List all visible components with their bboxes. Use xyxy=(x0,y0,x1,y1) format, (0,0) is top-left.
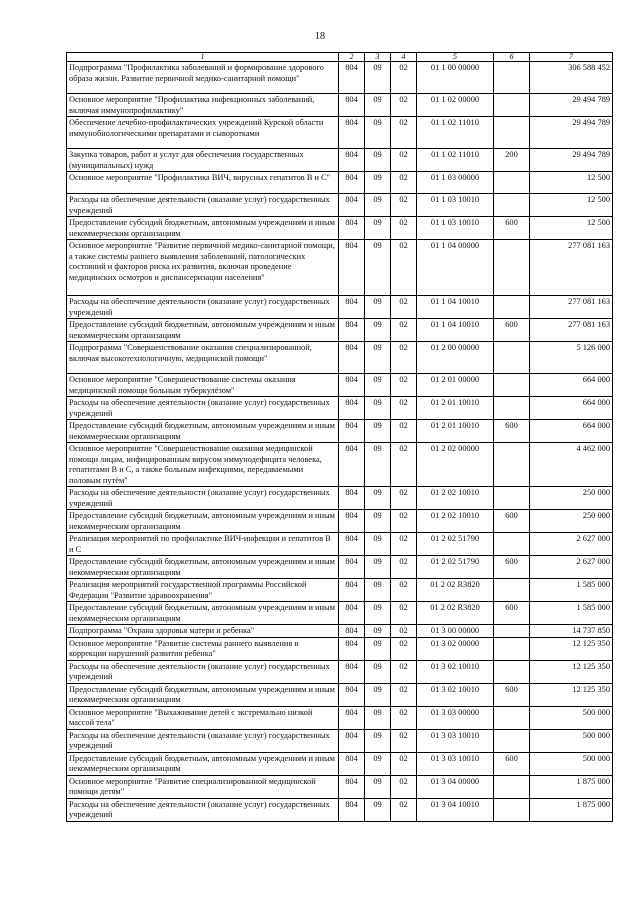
row-target-article-code: 01 2 01 00000 xyxy=(417,374,494,397)
row-section-code: 09 xyxy=(365,533,391,556)
row-amount: 12 125 350 xyxy=(530,683,613,706)
row-subsection-code: 02 xyxy=(391,706,417,729)
row-target-article-code: 01 3 02 10010 xyxy=(417,683,494,706)
table-row xyxy=(67,240,613,296)
row-subsection-code: 02 xyxy=(391,752,417,775)
row-subsection-code: 02 xyxy=(391,443,417,487)
row-target-article-code: 01 3 03 10010 xyxy=(417,729,494,752)
row-amount: 500 000 xyxy=(530,706,613,729)
row-grbs-code: 804 xyxy=(339,775,365,798)
row-name: Расходы на обеспечение деятельности (оказание услуг) государственных учреждений xyxy=(67,487,339,510)
row-grbs-code: 804 xyxy=(339,579,365,602)
column-number: 5 xyxy=(417,53,494,62)
row-subsection-code: 02 xyxy=(391,775,417,798)
row-section-code: 09 xyxy=(365,94,391,117)
row-grbs-code: 804 xyxy=(339,296,365,319)
table-row xyxy=(67,319,613,342)
row-grbs-code: 804 xyxy=(339,798,365,821)
row-section-code: 09 xyxy=(365,579,391,602)
row-target-article-code: 01 3 04 00000 xyxy=(417,775,494,798)
row-amount: 2 627 000 xyxy=(530,556,613,579)
row-expense-type-code xyxy=(494,637,530,660)
row-amount: 12 500 xyxy=(530,194,613,217)
row-amount: 2 627 000 xyxy=(530,533,613,556)
row-subsection-code: 02 xyxy=(391,397,417,420)
row-grbs-code: 804 xyxy=(339,217,365,240)
row-section-code: 09 xyxy=(365,602,391,625)
table-row xyxy=(67,296,613,319)
table-row xyxy=(67,625,613,638)
row-section-code: 09 xyxy=(365,660,391,683)
row-section-code: 09 xyxy=(365,729,391,752)
row-name: Основное мероприятие "Развитие системы раннего выявления и коррекции нарушений развития ребенка" xyxy=(67,637,339,660)
row-subsection-code: 02 xyxy=(391,420,417,443)
row-section-code: 09 xyxy=(365,342,391,374)
row-expense-type-code xyxy=(494,94,530,117)
row-grbs-code: 804 xyxy=(339,625,365,638)
budget-table-body xyxy=(67,53,613,822)
row-amount: 664 000 xyxy=(530,374,613,397)
row-subsection-code: 02 xyxy=(391,556,417,579)
row-subsection-code: 02 xyxy=(391,637,417,660)
row-amount: 1 875 000 xyxy=(530,775,613,798)
row-target-article-code: 01 3 02 00000 xyxy=(417,637,494,660)
row-target-article-code: 01 1 03 00000 xyxy=(417,172,494,194)
row-subsection-code: 02 xyxy=(391,296,417,319)
row-subsection-code: 02 xyxy=(391,683,417,706)
row-grbs-code: 804 xyxy=(339,729,365,752)
row-section-code: 09 xyxy=(365,397,391,420)
row-subsection-code: 02 xyxy=(391,798,417,821)
row-section-code: 09 xyxy=(365,240,391,296)
row-grbs-code: 804 xyxy=(339,487,365,510)
row-subsection-code: 02 xyxy=(391,172,417,194)
row-amount: 12 125 350 xyxy=(530,660,613,683)
row-expense-type-code: 600 xyxy=(494,319,530,342)
column-number: 7 xyxy=(530,53,613,62)
row-amount: 12 125 350 xyxy=(530,637,613,660)
row-expense-type-code xyxy=(494,374,530,397)
row-grbs-code: 804 xyxy=(339,510,365,533)
row-amount: 277 081 163 xyxy=(530,296,613,319)
row-name: Основное мероприятие "Профилактика ВИЧ, вирусных гепатитов В и С" xyxy=(67,172,339,194)
table-row xyxy=(67,443,613,487)
row-subsection-code: 02 xyxy=(391,602,417,625)
row-expense-type-code: 600 xyxy=(494,556,530,579)
row-subsection-code: 02 xyxy=(391,487,417,510)
row-expense-type-code xyxy=(494,625,530,638)
row-amount: 277 081 163 xyxy=(530,240,613,296)
row-expense-type-code xyxy=(494,296,530,319)
table-row xyxy=(67,172,613,194)
row-expense-type-code xyxy=(494,487,530,510)
row-target-article-code: 01 3 04 10010 xyxy=(417,798,494,821)
row-name: Предоставление субсидий бюджетным, автономным учреждениям и иным некоммерческим организациям xyxy=(67,217,339,240)
row-target-article-code: 01 1 03 10010 xyxy=(417,194,494,217)
row-name: Предоставление субсидий бюджетным, автономным учреждениям и иным некоммерческим организациям xyxy=(67,556,339,579)
row-section-code: 09 xyxy=(365,194,391,217)
row-expense-type-code: 200 xyxy=(494,149,530,172)
row-target-article-code: 01 3 03 00000 xyxy=(417,706,494,729)
table-row xyxy=(67,637,613,660)
row-section-code: 09 xyxy=(365,775,391,798)
row-grbs-code: 804 xyxy=(339,556,365,579)
budget-table xyxy=(66,52,613,822)
row-name: Подпрограмма "Профилактика заболеваний и формирование здорового образа жизни. Развитие первичной медико-санитарной помощи" xyxy=(67,62,339,94)
row-name: Расходы на обеспечение деятельности (оказание услуг) государственных учреждений xyxy=(67,660,339,683)
row-amount: 29 494 789 xyxy=(530,117,613,149)
table-row xyxy=(67,775,613,798)
row-amount: 250 000 xyxy=(530,487,613,510)
row-expense-type-code xyxy=(494,172,530,194)
row-amount: 29 494 789 xyxy=(530,149,613,172)
column-number: 3 xyxy=(365,53,391,62)
row-name: Предоставление субсидий бюджетным, автономным учреждениям и иным некоммерческим организациям xyxy=(67,420,339,443)
row-expense-type-code: 600 xyxy=(494,752,530,775)
table-row xyxy=(67,342,613,374)
table-row xyxy=(67,752,613,775)
row-name: Основное мероприятие "Совершенствование системы оказания медицинской помощи больным туберкулёзом" xyxy=(67,374,339,397)
row-subsection-code: 02 xyxy=(391,374,417,397)
row-amount: 1 585 000 xyxy=(530,579,613,602)
row-subsection-code: 02 xyxy=(391,240,417,296)
row-name: Основное мероприятие "Профилактика инфекционных заболеваний, включая иммунопрофилактику" xyxy=(67,94,339,117)
row-target-article-code: 01 1 02 11010 xyxy=(417,149,494,172)
row-subsection-code: 02 xyxy=(391,217,417,240)
row-amount: 500 000 xyxy=(530,752,613,775)
row-target-article-code: 01 2 02 R3820 xyxy=(417,579,494,602)
row-section-code: 09 xyxy=(365,149,391,172)
row-name: Предоставление субсидий бюджетным, автономным учреждениям и иным некоммерческим организациям xyxy=(67,752,339,775)
table-row xyxy=(67,374,613,397)
row-section-code: 09 xyxy=(365,172,391,194)
row-target-article-code: 01 1 02 00000 xyxy=(417,94,494,117)
row-section-code: 09 xyxy=(365,556,391,579)
row-name: Расходы на обеспечение деятельности (оказание услуг) государственных учреждений xyxy=(67,397,339,420)
row-grbs-code: 804 xyxy=(339,194,365,217)
row-expense-type-code xyxy=(494,579,530,602)
row-grbs-code: 804 xyxy=(339,342,365,374)
row-grbs-code: 804 xyxy=(339,397,365,420)
row-grbs-code: 804 xyxy=(339,94,365,117)
row-amount: 14 737 850 xyxy=(530,625,613,638)
row-grbs-code: 804 xyxy=(339,706,365,729)
row-expense-type-code xyxy=(494,397,530,420)
row-section-code: 09 xyxy=(365,637,391,660)
row-section-code: 09 xyxy=(365,443,391,487)
row-expense-type-code: 600 xyxy=(494,602,530,625)
row-name: Предоставление субсидий бюджетным, автономным учреждениям и иным некоммерческим организациям xyxy=(67,510,339,533)
row-amount: 500 000 xyxy=(530,729,613,752)
row-subsection-code: 02 xyxy=(391,729,417,752)
table-row xyxy=(67,149,613,172)
row-expense-type-code xyxy=(494,775,530,798)
row-amount: 250 000 xyxy=(530,510,613,533)
row-name: Подпрограмма "Охрана здоровья матери и ребенка" xyxy=(67,625,339,638)
row-amount: 5 126 000 xyxy=(530,342,613,374)
row-expense-type-code xyxy=(494,729,530,752)
row-target-article-code: 01 2 01 10010 xyxy=(417,420,494,443)
row-amount: 1 585 000 xyxy=(530,602,613,625)
row-subsection-code: 02 xyxy=(391,319,417,342)
row-target-article-code: 01 1 04 10010 xyxy=(417,296,494,319)
column-number: 1 xyxy=(67,53,339,62)
row-expense-type-code: 600 xyxy=(494,510,530,533)
row-subsection-code: 02 xyxy=(391,660,417,683)
row-target-article-code: 01 1 03 10010 xyxy=(417,217,494,240)
page-number: 18 xyxy=(315,31,325,42)
table-row xyxy=(67,62,613,94)
row-grbs-code: 804 xyxy=(339,374,365,397)
row-expense-type-code xyxy=(494,342,530,374)
row-amount: 12 500 xyxy=(530,217,613,240)
table-row xyxy=(67,487,613,510)
row-target-article-code: 01 2 00 00000 xyxy=(417,342,494,374)
row-name: Расходы на обеспечение деятельности (оказание услуг) государственных учреждений xyxy=(67,798,339,821)
row-section-code: 09 xyxy=(365,420,391,443)
row-expense-type-code xyxy=(494,443,530,487)
row-target-article-code: 01 3 02 10010 xyxy=(417,660,494,683)
row-expense-type-code xyxy=(494,194,530,217)
row-expense-type-code: 600 xyxy=(494,217,530,240)
row-subsection-code: 02 xyxy=(391,194,417,217)
table-row xyxy=(67,706,613,729)
table-row xyxy=(67,602,613,625)
column-number-row xyxy=(67,53,613,62)
row-grbs-code: 804 xyxy=(339,602,365,625)
row-name: Расходы на обеспечение деятельности (оказание услуг) государственных учреждений xyxy=(67,296,339,319)
row-expense-type-code xyxy=(494,660,530,683)
row-target-article-code: 01 2 01 10010 xyxy=(417,397,494,420)
row-expense-type-code xyxy=(494,62,530,94)
row-amount: 277 081 163 xyxy=(530,319,613,342)
row-amount: 664 000 xyxy=(530,420,613,443)
row-grbs-code: 804 xyxy=(339,172,365,194)
table-row xyxy=(67,510,613,533)
row-target-article-code: 01 1 00 00000 xyxy=(417,62,494,94)
row-subsection-code: 02 xyxy=(391,149,417,172)
row-target-article-code: 01 2 02 51790 xyxy=(417,533,494,556)
row-section-code: 09 xyxy=(365,798,391,821)
row-grbs-code: 804 xyxy=(339,319,365,342)
row-grbs-code: 804 xyxy=(339,443,365,487)
row-name: Реализация мероприятий государственной программы Российской Федерации "Развитие здравоохранения" xyxy=(67,579,339,602)
row-grbs-code: 804 xyxy=(339,683,365,706)
row-name: Обеспечение лечебно-профилактических учреждений Курской области иммунобиологическими препаратами и сыворотками xyxy=(67,117,339,149)
row-name: Основное мероприятие "Выхаживание детей с экстремально низкой массой тела" xyxy=(67,706,339,729)
row-section-code: 09 xyxy=(365,62,391,94)
row-subsection-code: 02 xyxy=(391,94,417,117)
table-row xyxy=(67,533,613,556)
row-name: Подпрограмма "Совершенствование оказания специализированной, включая высокотехнологичную, медицинской помощи" xyxy=(67,342,339,374)
table-row xyxy=(67,420,613,443)
row-grbs-code: 804 xyxy=(339,420,365,443)
row-section-code: 09 xyxy=(365,487,391,510)
row-expense-type-code xyxy=(494,117,530,149)
row-amount: 306 588 452 xyxy=(530,62,613,94)
row-amount: 1 875 000 xyxy=(530,798,613,821)
row-subsection-code: 02 xyxy=(391,579,417,602)
row-section-code: 09 xyxy=(365,217,391,240)
table-row xyxy=(67,798,613,821)
row-grbs-code: 804 xyxy=(339,660,365,683)
row-amount: 12 500 xyxy=(530,172,613,194)
row-subsection-code: 02 xyxy=(391,625,417,638)
row-name: Основное мероприятие "Развитие первичной медико-санитарной помощи, а также системы раннего выявления заболеваний, патологических состояний и факторов риска их развития, включая проведение медицинских осмотров и диспансеризации населения" xyxy=(67,240,339,296)
row-name: Реализация мероприятий по профилактике ВИЧ-инфекции и гепатитов В и С xyxy=(67,533,339,556)
row-section-code: 09 xyxy=(365,510,391,533)
row-grbs-code: 804 xyxy=(339,533,365,556)
table-row xyxy=(67,194,613,217)
table-row xyxy=(67,397,613,420)
row-subsection-code: 02 xyxy=(391,342,417,374)
row-section-code: 09 xyxy=(365,683,391,706)
row-amount: 664 000 xyxy=(530,397,613,420)
row-expense-type-code xyxy=(494,240,530,296)
row-name: Предоставление субсидий бюджетным, автономным учреждениям и иным некоммерческим организациям xyxy=(67,683,339,706)
column-number: 2 xyxy=(339,53,365,62)
row-section-code: 09 xyxy=(365,752,391,775)
row-section-code: 09 xyxy=(365,319,391,342)
row-subsection-code: 02 xyxy=(391,117,417,149)
row-target-article-code: 01 2 02 10010 xyxy=(417,510,494,533)
row-section-code: 09 xyxy=(365,117,391,149)
row-grbs-code: 804 xyxy=(339,637,365,660)
table-row xyxy=(67,117,613,149)
row-target-article-code: 01 2 02 R3820 xyxy=(417,602,494,625)
row-section-code: 09 xyxy=(365,706,391,729)
row-target-article-code: 01 3 00 00000 xyxy=(417,625,494,638)
row-subsection-code: 02 xyxy=(391,62,417,94)
table-row xyxy=(67,660,613,683)
table-row xyxy=(67,683,613,706)
column-number: 6 xyxy=(494,53,530,62)
row-expense-type-code: 600 xyxy=(494,683,530,706)
row-grbs-code: 804 xyxy=(339,62,365,94)
row-name: Предоставление субсидий бюджетным, автономным учреждениям и иным некоммерческим организациям xyxy=(67,319,339,342)
row-target-article-code: 01 1 04 00000 xyxy=(417,240,494,296)
row-name: Основное мероприятие "Совершенствование оказания медицинской помощи лицам, инфицированным вирусом иммунодефицита человека, гепатитами В и С, а также больным инфекциями, передаваемыми половым путём" xyxy=(67,443,339,487)
table-row xyxy=(67,94,613,117)
row-subsection-code: 02 xyxy=(391,510,417,533)
row-expense-type-code xyxy=(494,706,530,729)
row-grbs-code: 804 xyxy=(339,240,365,296)
column-number: 4 xyxy=(391,53,417,62)
row-amount: 4 462 000 xyxy=(530,443,613,487)
table-row xyxy=(67,556,613,579)
row-target-article-code: 01 2 02 00000 xyxy=(417,443,494,487)
row-target-article-code: 01 1 02 11010 xyxy=(417,117,494,149)
row-section-code: 09 xyxy=(365,374,391,397)
row-section-code: 09 xyxy=(365,625,391,638)
row-amount: 29 494 789 xyxy=(530,94,613,117)
row-name: Закупка товаров, работ и услуг для обеспечения государственных (муниципальных) нужд xyxy=(67,149,339,172)
row-target-article-code: 01 2 02 51790 xyxy=(417,556,494,579)
row-name: Основное мероприятие "Развитие специализированной медицинской помощи детям" xyxy=(67,775,339,798)
row-subsection-code: 02 xyxy=(391,533,417,556)
row-name: Расходы на обеспечение деятельности (оказание услуг) государственных учреждений xyxy=(67,194,339,217)
row-target-article-code: 01 1 04 10010 xyxy=(417,319,494,342)
table-row xyxy=(67,729,613,752)
row-section-code: 09 xyxy=(365,296,391,319)
row-expense-type-code xyxy=(494,533,530,556)
row-expense-type-code: 600 xyxy=(494,420,530,443)
row-grbs-code: 804 xyxy=(339,117,365,149)
row-grbs-code: 804 xyxy=(339,149,365,172)
row-name: Предоставление субсидий бюджетным, автономным учреждениям и иным некоммерческим организациям xyxy=(67,602,339,625)
row-name: Расходы на обеспечение деятельности (оказание услуг) государственных учреждений xyxy=(67,729,339,752)
row-target-article-code: 01 2 02 10010 xyxy=(417,487,494,510)
row-grbs-code: 804 xyxy=(339,752,365,775)
row-target-article-code: 01 3 03 10010 xyxy=(417,752,494,775)
table-row xyxy=(67,579,613,602)
row-expense-type-code xyxy=(494,798,530,821)
table-row xyxy=(67,217,613,240)
